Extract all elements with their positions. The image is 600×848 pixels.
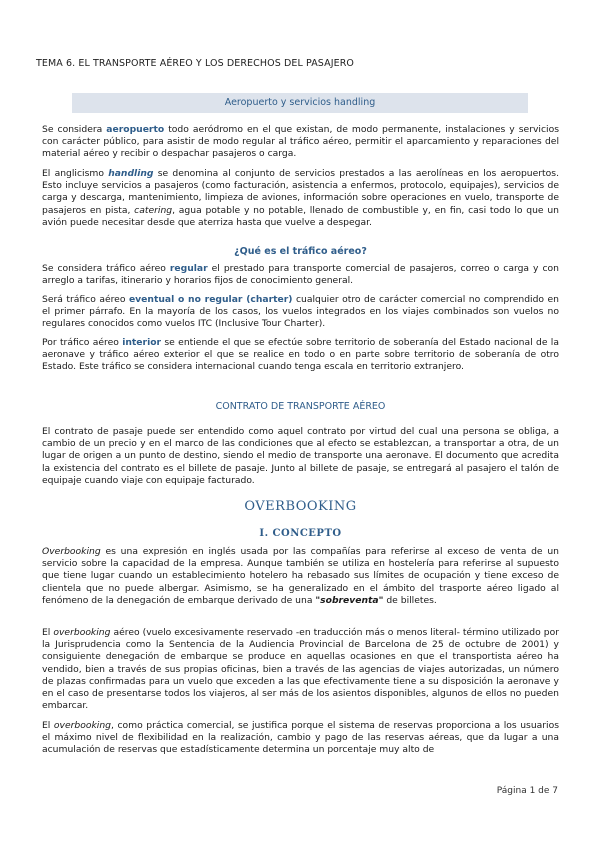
keyword-handling: handling <box>108 168 154 179</box>
paragraph-charter <box>42 294 559 331</box>
paragraph-handling <box>42 168 559 229</box>
text-run: El <box>42 720 54 731</box>
paragraph-interior <box>42 337 559 374</box>
text-run: todo aeródromo en el que existan, de modo permanente, instalaciones y servicios con carácter público, para asistir de modo regular al tráfico aéreo, permitir el aparcamiento y reparaciones del material aéreo y recibir o despachar pasajeros o carga. <box>42 124 559 160</box>
text-run: , como práctica comercial, se justifica porque el sistema de reservas proporciona a los usuarios el máximo nivel de flexibilidad en la realización, cambio y pago de las reservas aéreas, que da lugar a una acumulación de reservas que estadísticamente determina un porcentaje muy alto de <box>42 720 560 756</box>
italic-overbooking: Overbooking <box>42 546 101 557</box>
text-run: es una expresión en inglés usada por las compañías para referirse al exceso de venta de un servicio sobre la capacidad de la empresa. Aunque también se utiliza en hostelería para referirse al supuesto que tiene lugar cuando un establecimiento hotelero ha rebasado sus límites de ocupación y tiene exceso de clientela que no puede albergar. Asimismo, se ha generalizado en el ámbito del trasporte aéreo ligado al fenómeno de la denegación de embarque derivado de una <box>42 546 559 606</box>
paragraph-overbooking-practica <box>42 720 559 757</box>
heading-trafico-aereo: ¿Qué es el tráfico aéreo? <box>234 246 367 257</box>
text-run: se entiende el que se efectúe sobre territorio de soberanía del Estado nacional de la aeronave y tráfico aéreo exterior el que se realice en todo o en parte sobre territorio de soberanía de otro Estado. Este tráfico se considera internacional cuando tenga escala en territorio extranjero. <box>42 337 559 373</box>
page-number: Página 1 de 7 <box>496 786 558 796</box>
paragraph-regular <box>42 263 559 287</box>
paragraph-overbooking-definition <box>42 546 559 607</box>
title-overbooking: OVERBOOKING <box>244 499 357 514</box>
paragraph-overbooking-aereo <box>42 627 559 712</box>
text-run: cualquier otro de carácter comercial no comprendido en el primer párrafo. En la mayoría de los casos, los vuelos integrados en los viajes combinados son vuelos no regulares conocidos como vuelos ITC (Inclusive Tour Charter). <box>42 294 559 330</box>
text-run: aéreo (vuelo excesivamente reservado -en traducción más o menos literal- término utilizado por la Jurisprudencia como la Sentencia de la Audiencia Provincial de Barcelona de 25 de octubre de 2001) y consiguiente denegación de embarque se produce en aquellas ocasiones en que el transportista aéreo ha vendido, bien a través de sus propias oficinas, bien a través de las agencias de viajes autorizadas, un número de plazas confirmadas para un vuelo que exceden a las que efectivamente tiene a su disposición la aeronave y en el caso de presentarse todos los viajeros, al ser más de los asientos disponibles, algunos de ellos no pueden embarcar. <box>42 627 559 712</box>
text-run: de billetes. <box>383 594 437 606</box>
text-run: se denomina al conjunto de servicios prestados a las aerolíneas en los aeropuertos. Esto incluye servicios a pasajeros (como facturación, asistencia a enfermos, protocolo, equipajes), servicios de carga y descarga, mantenimiento, limpieza de aviones, información sobre operaciones en vuelo, transporte de pasajeros en pista, <box>42 168 559 216</box>
document-header: TEMA 6. EL TRANSPORTE AÉREO Y LOS DERECHOS DEL PASAJERO <box>36 58 354 69</box>
bold-italic-sobreventa: "sobreventa" <box>315 594 384 606</box>
keyword-aeropuerto: aeropuerto <box>106 124 165 135</box>
text-run: Se considera <box>42 124 107 135</box>
text-run: El <box>42 627 54 638</box>
text-run: el prestado para transporte comercial de pasajeros, correo o carga y con arreglo a tarifas, itinerario y horarios fijos de conocimiento general. <box>42 263 560 287</box>
text-run: Se considera tráfico aéreo <box>42 263 170 274</box>
text-run: , agua potable y no potable, llenado de combustible y, en fin, casi todo lo que un avión puede necesitar desde que aterriza hasta que vuelve a despegar. <box>42 204 559 228</box>
heading-contrato: CONTRATO DE TRANSPORTE AÉREO <box>215 401 386 412</box>
keyword-regular: regular <box>169 263 208 274</box>
paragraph-aeropuerto <box>42 124 559 161</box>
text-run: El anglicismo <box>42 168 109 179</box>
section-band-airport-handling: Aeropuerto y servicios handling <box>72 93 528 113</box>
italic-overbooking: overbooking <box>53 720 111 731</box>
text-run: Será tráfico aéreo <box>42 294 129 305</box>
text-run: Por tráfico aéreo <box>42 337 123 348</box>
keyword-charter: eventual o no regular (charter) <box>128 294 293 305</box>
keyword-interior: interior <box>122 337 162 348</box>
paragraph-contrato: El contrato de pasaje puede ser entendido como aquel contrato por virtud del cual una persona se obliga, a cambio de un precio y en el marco de las condiciones que al efecto se establezcan, a transportar a otra, de un lugar de origen a un punto de destino, siendo el medio de transporte una aeronave. El documento que acredita la existencia del contrato es el billete de pasaje. Junto al billete de pasaje, se entregará al pasajero el talón de equipaje cuando viaje con equipaje facturado. <box>42 426 559 486</box>
subtitle-concepto: I. CONCEPTO <box>259 528 342 539</box>
italic-overbooking: overbooking <box>53 627 111 638</box>
italic-catering: catering <box>134 204 173 216</box>
